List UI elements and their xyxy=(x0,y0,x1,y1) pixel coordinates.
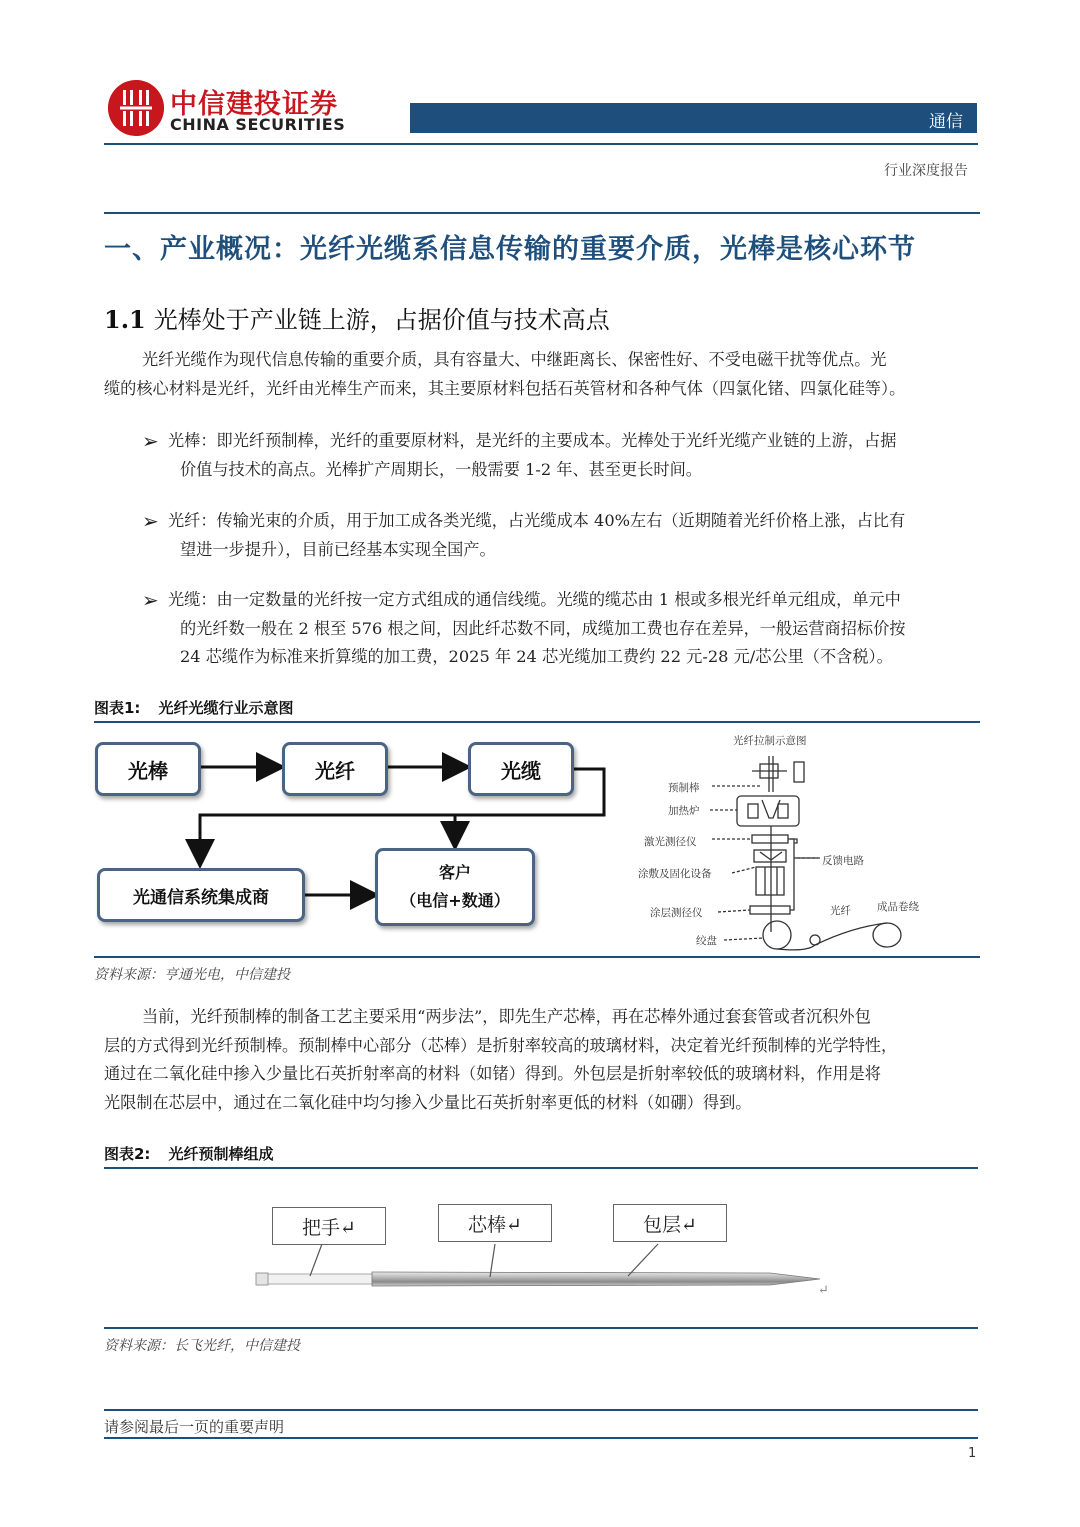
label-fiber: 光纤 xyxy=(830,905,851,917)
logo-text-cn: 中信建投证券 xyxy=(170,89,338,120)
label-coat-gauge: 涂层测径仪 xyxy=(650,907,703,919)
section-title: 一、产业概况：光纤光缆系信息传输的重要介质，光棒是核心环节 xyxy=(104,234,916,265)
flow-box-fiber xyxy=(282,742,388,796)
label-coating: 涂敷及固化设备 xyxy=(638,868,712,880)
figure2-label: 图表2: xyxy=(104,1145,151,1163)
figure2-top-rule xyxy=(104,1167,978,1169)
subsection-number: 1.1 xyxy=(104,305,146,334)
bullet-item-fiber xyxy=(168,507,978,564)
bullet-line: 的光纤数一般在 2 根至 576 根之间，因此纤芯数不同，成缆加工费也存在差异，一般运营商招标价按 xyxy=(180,618,906,638)
figure2-title: 光纤预制棒组成 xyxy=(168,1145,274,1163)
bullet-line: 光纤：传输光束的介质，用于加工成各类光缆，占光缆成本 40%左右（近期随着光纤价格上涨，占比有 xyxy=(168,511,906,530)
figure1-source: 资料来源：亨通光电，中信建投 xyxy=(94,967,290,983)
figure2-caption xyxy=(104,1143,291,1164)
bullet-item-cable xyxy=(168,586,978,672)
figure1-bottom-rule xyxy=(94,956,980,958)
para-line: 当前，光纤预制棒的制备工艺主要采用“两步法”，即先生产芯棒，再在芯棒外通过套套管或者沉积外包 xyxy=(142,1007,871,1026)
bullet-arrow-icon: ➢ xyxy=(142,429,159,453)
figure2-bottom-rule xyxy=(104,1327,978,1329)
flow-box-cable xyxy=(468,742,574,796)
bullet-item-rod xyxy=(168,427,978,484)
flow-box-integrator-label: 光通信系统集成商 xyxy=(133,887,269,908)
figure1-caption xyxy=(94,697,311,718)
intro-paragraph xyxy=(104,346,978,403)
subsection-text: 光棒处于产业链上游，占据价值与技术高点 xyxy=(153,306,610,334)
page-number: 1 xyxy=(968,1446,977,1461)
label-feedback: 反馈电路 xyxy=(822,855,864,867)
label-laser-gauge: 激光测径仪 xyxy=(644,836,697,848)
section-rule xyxy=(104,212,980,214)
bullet-line: 价值与技术的高点。光棒扩产周期长，一般需要 1-2 年、甚至更长时间。 xyxy=(180,459,702,479)
figure2-source: 资料来源：长飞光纤，中信建投 xyxy=(104,1338,300,1354)
intro-line: 缆的核心材料是光纤，光纤由光棒生产而来，其主要原材料包括石英管材和各种气体（四氯化锗、四氯化硅等）。 xyxy=(104,378,906,398)
para-line: 层的方式得到光纤预制棒。预制棒中心部分（芯棒）是折射率较高的玻璃材料，决定着光纤预制棒的光学特性， xyxy=(104,1035,898,1055)
logo-text-en: CHINA SECURITIES xyxy=(170,115,346,134)
flow-box-fiber-label: 光纤 xyxy=(315,758,355,783)
para-line: 通过在二氧化硅中掺入少量比石英折射率高的材料（如锗）得到。外包层是折射率较低的玻璃材料，作用是将 xyxy=(104,1064,881,1083)
flow-box-customer-line2: （电信+数通） xyxy=(400,891,510,910)
flow-box-cable-label: 光缆 xyxy=(501,758,541,783)
intro-line: 光纤光缆作为现代信息传输的重要介质，具有容量大、中继距离长、保密性好、不受电磁干扰等优点。光 xyxy=(142,350,887,369)
footer-disclaimer-link[interactable]: 请参阅最后一页的重要声明 xyxy=(104,1418,285,1436)
label-winding: 成品卷绕 xyxy=(877,901,919,913)
body-paragraph xyxy=(104,1003,978,1117)
label-preform: 预制棒 xyxy=(668,782,700,794)
bullet-arrow-icon: ➢ xyxy=(142,509,159,533)
end-mark: ↵ xyxy=(818,1283,829,1298)
bullet-line: 望进一步提升），目前已经基本实现全国产。 xyxy=(180,539,496,559)
flow-box-customer-line1: 客户 xyxy=(438,863,471,882)
label-capstan: 绞盘 xyxy=(696,935,717,947)
flow-box-customer xyxy=(375,848,535,926)
preform-rod-illustration xyxy=(250,1240,840,1300)
flow-box-integrator xyxy=(97,868,305,922)
flow-box-rod-label: 光棒 xyxy=(128,758,168,783)
bullet-line: 光缆：由一定数量的光纤按一定方式组成的通信线缆。光缆的缆芯由 1 根或多根光纤单元组成，单元中 xyxy=(168,590,901,609)
label-furnace: 加热炉 xyxy=(668,805,700,817)
label-handle: 把手↵ xyxy=(272,1207,386,1245)
label-cladding: 包层↵ xyxy=(613,1204,727,1242)
figure1-title: 光纤光缆行业示意图 xyxy=(158,699,294,717)
figure1-top-rule xyxy=(94,721,980,723)
header-rule xyxy=(104,143,978,145)
bullet-arrow-icon: ➢ xyxy=(142,588,159,612)
bullet-line: 24 芯缆作为标准来折算缆的加工费，2025 年 24 芯光缆加工费约 22 元-28 元/芯公里（不含税）。 xyxy=(180,647,893,666)
drawing-title: 光纤拉制示意图 xyxy=(733,735,807,747)
figure1-label: 图表1: xyxy=(94,699,141,717)
sector-label: 通信 xyxy=(929,112,963,132)
flow-box-rod xyxy=(95,742,201,796)
bullet-line: 光棒：即光纤预制棒，光纤的重要原材料，是光纤的主要成本。光棒处于光纤光缆产业链的上游，占据 xyxy=(168,431,897,450)
footer-top-rule xyxy=(104,1409,978,1411)
para-line: 光限制在芯层中，通过在二氧化硅中均匀掺入少量比石英折射率更低的材料（如硼）得到。 xyxy=(104,1092,752,1112)
report-type: 行业深度报告 xyxy=(884,163,968,179)
logo-mark xyxy=(108,80,164,136)
label-core-rod: 芯棒↵ xyxy=(438,1204,552,1242)
sector-banner xyxy=(410,103,977,133)
footer-bottom-rule xyxy=(104,1437,978,1439)
subsection-title xyxy=(104,300,610,335)
